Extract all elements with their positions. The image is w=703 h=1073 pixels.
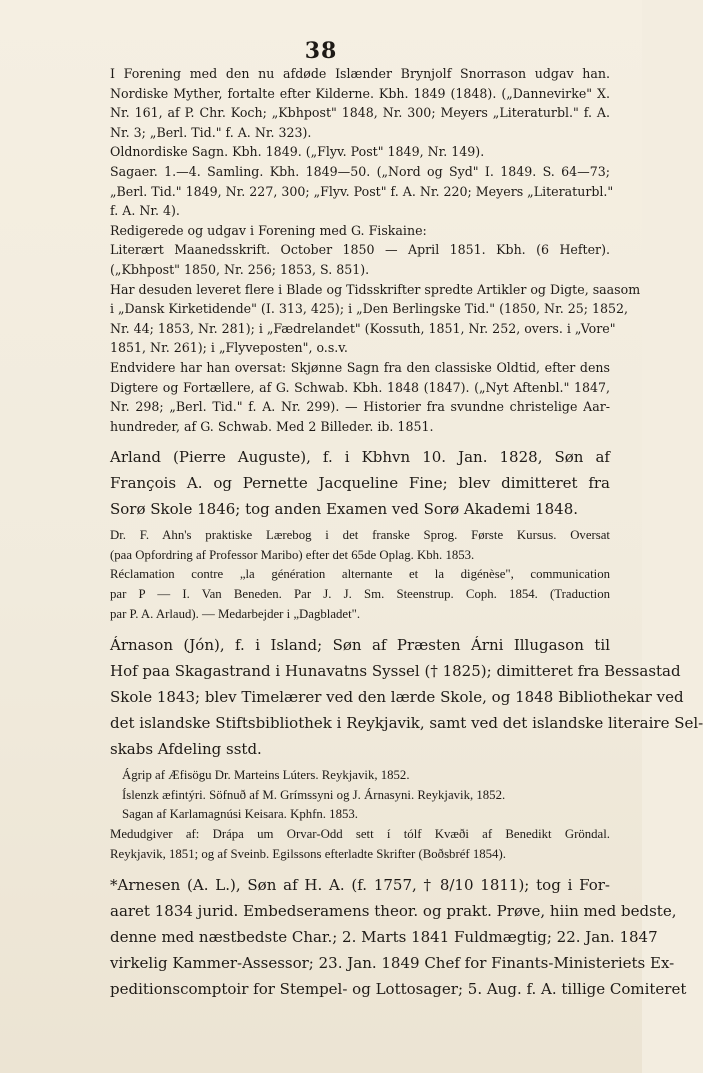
- text-line: Nr. 298; „Berl. Tid." f. A. Nr. 299). — Historier fra svundne christelige Aar-: [110, 399, 610, 415]
- entry-heading-line: Hof paa Skagastrand i Hunavatns Syssel († 1825); dimitteret fra Bessastad: [110, 662, 681, 681]
- entry-arland: [110, 444, 610, 624]
- text-line: Reykjavik, 1851; og af Sveinb. Egilssons efterladte Skrifter (Boðsbréf 1854).: [110, 846, 506, 861]
- entry-heading-line: virkelig Kammer-Assessor; 23. Jan. 1849 Chef for Finants-Ministeriets Ex-: [110, 954, 675, 973]
- entry-heading-line: Skole 1843; blev Timelærer ved den lærde Skole, og 1848 Bibliothekar ved: [110, 688, 684, 707]
- text-line: Nr. 44; 1853, Nr. 281); i „Fædrelandet" (Kossuth, 1851, Nr. 252, overs. i „Vore": [110, 320, 616, 336]
- text-line: Literært Maanedsskrift. October 1850 — April 1851. Kbh. (6 Hefter).: [110, 242, 610, 258]
- entry-heading-line: det islandske Stiftsbibliothek i Reykjavik, samt ved det islandske literaire Sel-: [110, 714, 703, 733]
- text-line: Nordiske Myther, fortalte efter Kilderne. Kbh. 1849 (1848). („Dannevirke" X.: [110, 85, 610, 101]
- text-line: „Berl. Tid." 1849, Nr. 227, 300; „Flyv. Post" f. A. Nr. 220; Meyers „Literaturbl.": [110, 183, 614, 199]
- text-line: Medudgiver af: Drápa um Orvar-Odd sett í tólf Kvæði af Benedikt Gröndal.: [110, 827, 610, 842]
- text-line: Endvidere har han oversat: Skjønne Sagn fra den classiske Oldtid, efter dens: [110, 359, 610, 375]
- text-line: Nr. 161, af P. Chr. Koch; „Kbhpost" 1848, Nr. 300; Meyers „Literaturbl." f. A.: [110, 105, 610, 121]
- text-line: I Forening med den nu afdøde Islænder Brynjolf Snorrason udgav han.: [110, 66, 610, 81]
- entry-heading-line: denne med næstbedste Char.; 2. Marts 1841 Fuldmægtig; 22. Jan. 1847: [110, 928, 658, 947]
- page-number: 38: [304, 38, 338, 64]
- text-line: Sagan af Karlamagnúsi Keisara. Kphfn. 1853.: [122, 807, 358, 822]
- entry-snorrason-works: [110, 64, 641, 436]
- text-line: par P — I. Van Beneden. Par J. J. Sm. Steenstrup. Coph. 1854. (Traduction: [110, 587, 610, 602]
- text-line: (paa Opfordring af Professor Maribo) efter det 65de Oplag. Kbh. 1853.: [110, 547, 475, 562]
- text-line: Oldnordiske Sagn. Kbh. 1849. („Flyv. Post" 1849, Nr. 149).: [110, 144, 485, 160]
- text-line: par P. A. Arlaud). — Medarbejder i „Dagbladet".: [110, 606, 361, 621]
- entry-heading-line: Sorø Skole 1846; tog anden Examen ved Sorø Akademi 1848.: [110, 500, 579, 519]
- text-line: 1851, Nr. 261); i „Flyveposten", o.s.v.: [110, 340, 348, 356]
- text-line: („Kbhpost" 1850, Nr. 256; 1853, S. 851).: [110, 261, 370, 277]
- entry-heading-line: Arland (Pierre Auguste), f. i Kbhvn 10. Jan. 1828, Søn af: [110, 448, 610, 467]
- text-line: Nr. 3; „Berl. Tid." f. A. Nr. 323).: [110, 124, 312, 140]
- text-line: f. A. Nr. 4).: [110, 203, 180, 219]
- text-line: hundreder, af G. Schwab. Med 2 Billeder. ib. 1851.: [110, 418, 434, 434]
- entry-heading-line: *Arnesen (A. L.), Søn af H. A. (f. 1757, † 8/10 1811); tog i For-: [110, 876, 610, 895]
- text-line: Dr. F. Ahn's praktiske Lærebog i det franske Sprog. Første Kursus. Oversat: [110, 528, 610, 543]
- entry-heading-line: aaret 1834 jurid. Embedseramens theor. og prakt. Prøve, hiin med bedste,: [110, 902, 677, 921]
- text-line: Ágrip af Æfisögu Dr. Marteins Lúters. Reykjavik, 1852.: [122, 768, 410, 783]
- entry-heading-line: peditionscomptoir for Stempel- og Lottosager; 5. Aug. f. A. tillige Comiteret: [110, 980, 687, 999]
- entry-arnesen: [110, 872, 687, 1002]
- text-line: Digtere og Fortællere, af G. Schwab. Kbh. 1848 (1847). („Nyt Aftenbl." 1847,: [110, 379, 610, 395]
- text-line: Redigerede og udgav i Forening med G. Fiskaine:: [110, 222, 427, 238]
- entry-arnason: [110, 632, 703, 864]
- entry-heading-line: skabs Afdeling sstd.: [110, 740, 262, 759]
- page-content: [110, 64, 703, 1002]
- text-line: Har desuden leveret flere i Blade og Tidsskrifter spredte Artikler og Digte, saasom: [110, 281, 641, 297]
- text-line: Íslenzk æfintýri. Söfnuð af M. Grímssyni og J. Árnasyni. Reykjavik, 1852.: [122, 787, 506, 802]
- text-line: Sagaer. 1.—4. Samling. Kbh. 1849—50. („Nord og Syd" I. 1849. S. 64—73;: [110, 163, 610, 179]
- entry-heading-line: François A. og Pernette Jacqueline Fine; blev dimitteret fra: [110, 474, 610, 493]
- text-line: i „Dansk Kirketidende" (I. 313, 425); i „Den Berlingske Tid." (1850, Nr. 25; 1852,: [110, 301, 629, 317]
- entry-heading-line: Árnason (Jón), f. i Island; Søn af Præsten Árni Illugason til: [110, 636, 610, 655]
- text-line: Réclamation contre „la génération alternante et la digénèse", communication: [110, 567, 610, 582]
